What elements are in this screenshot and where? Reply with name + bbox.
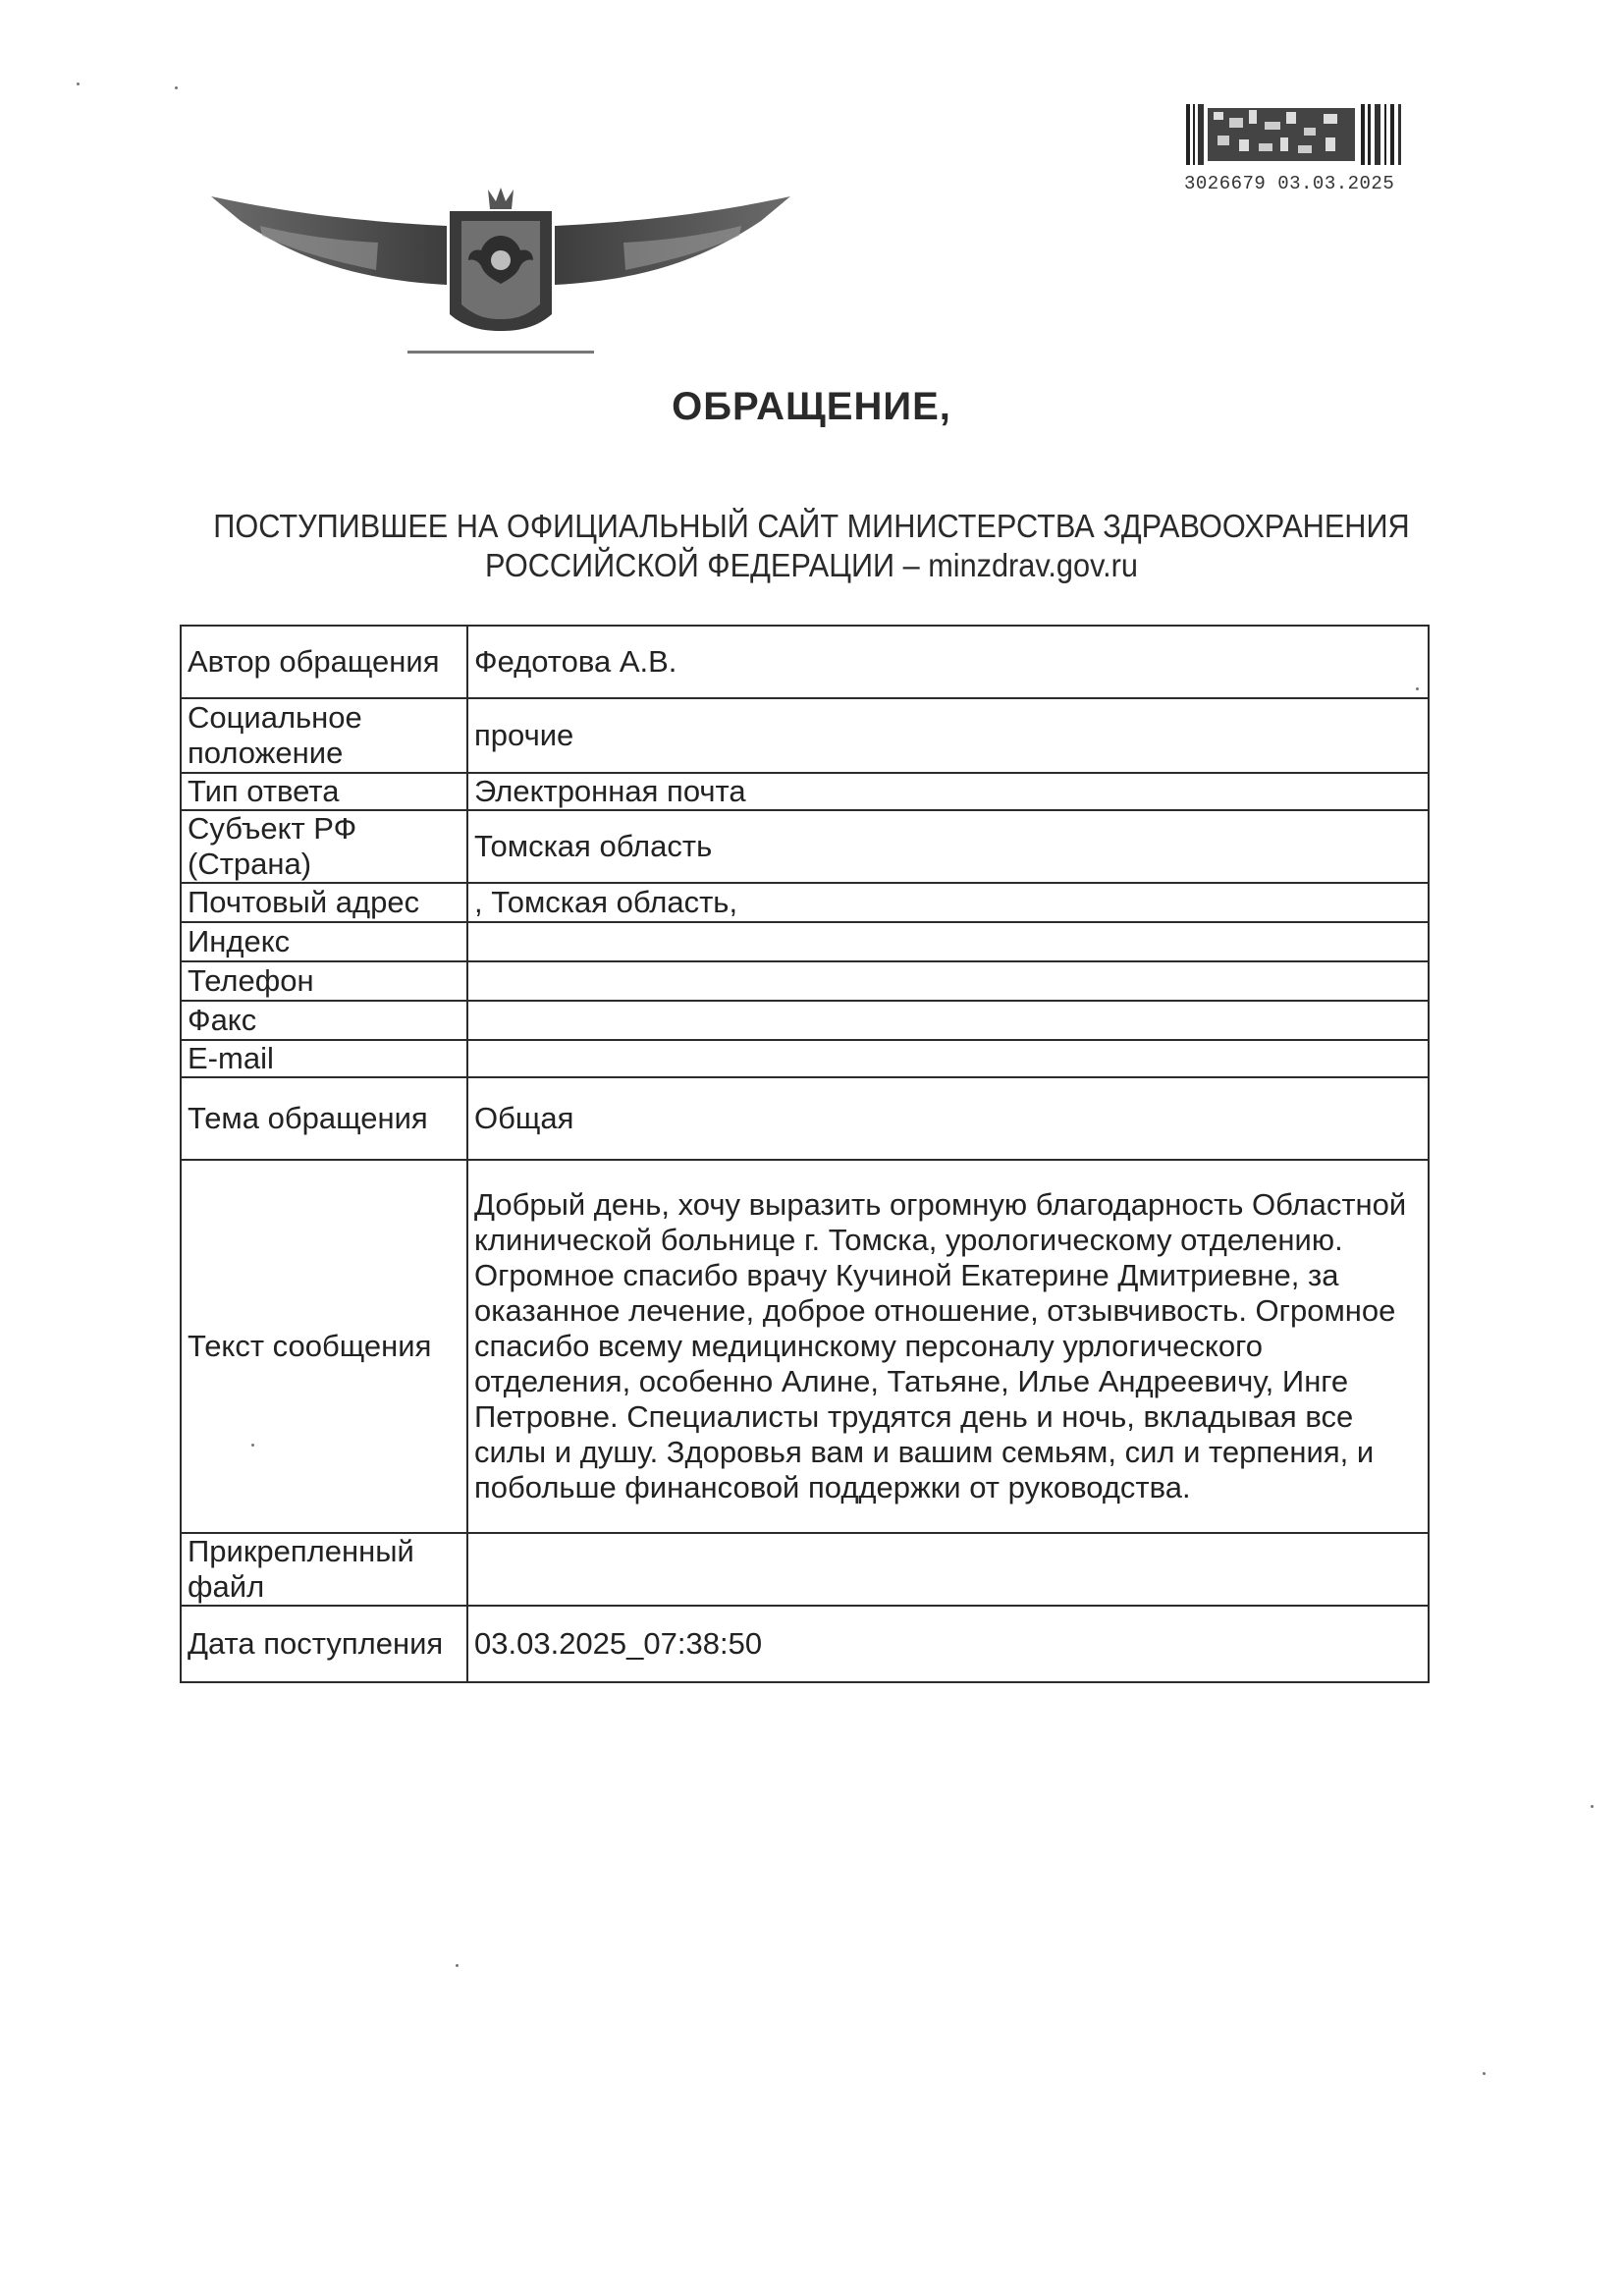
scan-speck [1591, 1805, 1594, 1808]
phone-value [467, 961, 1429, 1001]
response-type-label: Тип ответа [181, 773, 467, 810]
row-email [181, 1040, 1429, 1077]
region-label: Субъект РФ (Страна) [181, 810, 467, 883]
received-date-label: Дата поступления [181, 1606, 467, 1682]
row-social-status [181, 698, 1429, 773]
barcode-icon [1178, 98, 1414, 169]
row-author [181, 626, 1429, 698]
appeal-form-table [180, 625, 1430, 1683]
fax-value [467, 1001, 1429, 1040]
scan-speck [456, 1964, 459, 1967]
author-value: Федотова А.В. [467, 626, 1429, 698]
received-date-value: 03.03.2025_07:38:50 [467, 1606, 1429, 1682]
document-subtitle [148, 507, 1475, 585]
row-postal-address [181, 883, 1429, 922]
index-value [467, 922, 1429, 961]
scan-speck [175, 86, 178, 89]
row-index [181, 922, 1429, 961]
scan-speck [77, 82, 80, 85]
region-value: Томская область [467, 810, 1429, 883]
row-attachment [181, 1533, 1429, 1606]
topic-value: Общая [467, 1077, 1429, 1160]
index-label: Индекс [181, 922, 467, 961]
row-phone [181, 961, 1429, 1001]
subtitle-line-1: ПОСТУПИВШЕЕ НА ОФИЦИАЛЬНЫЙ САЙТ МИНИСТЕРСТВА ЗДРАВООХРАНЕНИЯ [213, 508, 1410, 544]
topic-label: Тема обращения [181, 1077, 467, 1160]
row-topic [181, 1077, 1429, 1160]
attachment-label: Прикрепленный файл [181, 1533, 467, 1606]
attachment-value [467, 1533, 1429, 1606]
social-status-value: прочие [467, 698, 1429, 773]
postal-address-label: Почтовый адрес [181, 883, 467, 922]
scan-speck [1416, 687, 1419, 690]
ministry-emblem-icon [201, 182, 800, 358]
row-response-type [181, 773, 1429, 810]
phone-label: Телефон [181, 961, 467, 1001]
author-label: Автор обращения [181, 626, 467, 698]
email-value [467, 1040, 1429, 1077]
row-message [181, 1160, 1429, 1533]
registration-number: 3026679 03.03.2025 [1184, 173, 1395, 194]
fax-label: Факс [181, 1001, 467, 1040]
scan-speck [1483, 2072, 1486, 2075]
row-fax [181, 1001, 1429, 1040]
social-status-label: Социальное положение [181, 698, 467, 773]
document-title: ОБРАЩЕНИЕ, [672, 385, 951, 428]
postal-address-value: , Томская область, [467, 883, 1429, 922]
message-label: Текст сообщения [181, 1160, 467, 1533]
message-value: Добрый день, хочу выразить огромную благодарность Областной клинической больнице г. Томска, урологическому отделению. Огромное спасибо врачу Кучиной Екатерине Дмитриевне, за оказанное лечение, доброе отношение, отзывчивость. Огромное спасибо всему медицинскому персоналу урлогического отделения, особенно Алине, Татьяне, Илье Андреевичу, Инге Петровне. Специалисты трудятся день и ночь, вкладывая все силы и душу. Здоровья вам и вашим семьям, сил и терпения, и побольше финансовой поддержки от руководства. [467, 1160, 1429, 1533]
registration-barcode [1178, 98, 1424, 196]
response-type-value: Электронная почта [467, 773, 1429, 810]
row-received-date [181, 1606, 1429, 1682]
email-label: E-mail [181, 1040, 467, 1077]
row-region [181, 810, 1429, 883]
subtitle-line-2: РОССИЙСКОЙ ФЕДЕРАЦИИ – minzdrav.gov.ru [485, 547, 1138, 583]
scan-speck [251, 1444, 254, 1447]
